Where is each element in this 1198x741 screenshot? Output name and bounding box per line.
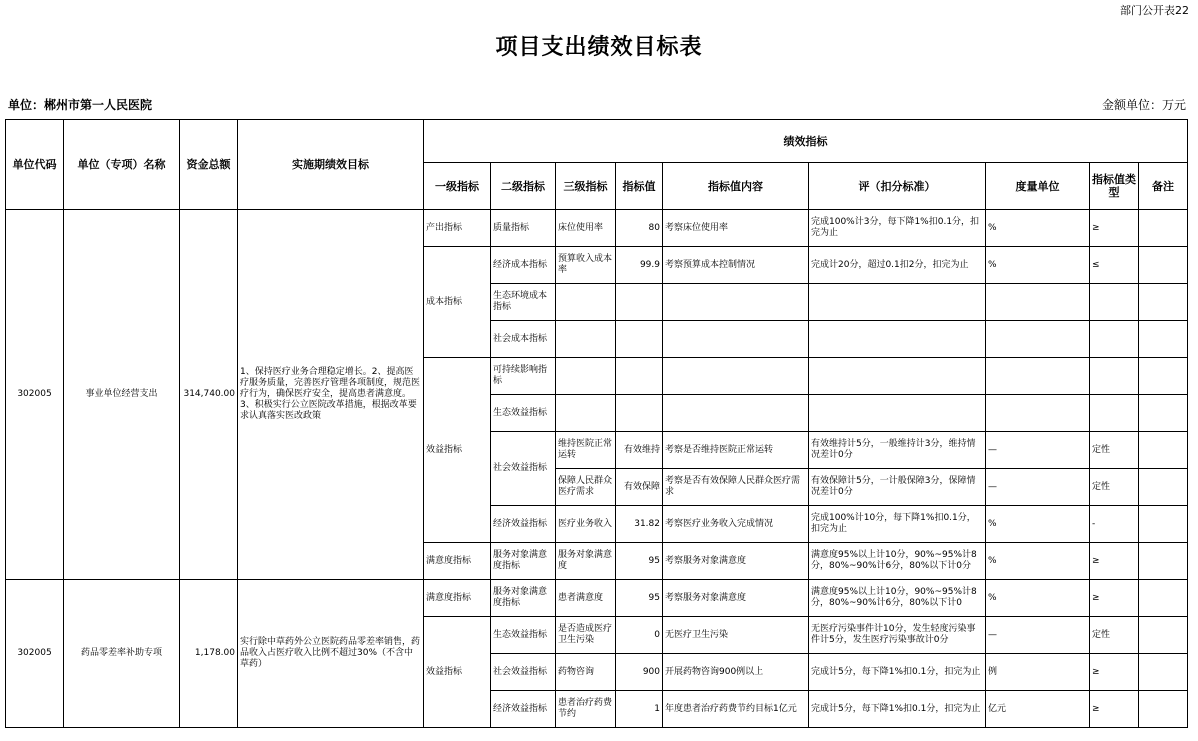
content-cell [663,284,809,321]
value-cell [616,395,663,432]
measure-cell: % [986,543,1090,580]
level3-cell: 维持医院正常运转 [556,432,616,469]
score-cell: 满意度95%以上计10分，90%~95%计8分，80%~90%计6分，80%以下计0分 [809,543,986,580]
type-cell: - [1090,506,1139,543]
content-cell: 考察服务对象满意度 [663,543,809,580]
note-cell [1139,210,1188,247]
score-cell: 无医疗污染事件计10分，发生轻度污染事件计5分，发生医疗污染事故计0分 [809,617,986,654]
measure-cell: % [986,580,1090,617]
level2-cell: 服务对象满意度指标 [491,580,556,617]
level1-cell: 满意度指标 [424,580,491,617]
measure-cell: — [986,617,1090,654]
note-cell [1139,506,1188,543]
header-level2: 二级指标 [491,163,556,210]
project-total: 314,740.00 [180,210,238,580]
score-cell: 完成100%计3分，每下降1%扣0.1分，扣完为止 [809,210,986,247]
score-cell: 有效保障计5分，一计般保障3分，保障情况差计0分 [809,469,986,506]
project-code: 302005 [6,210,64,580]
value-cell: 0 [616,617,663,654]
level2-cell: 生态效益指标 [491,617,556,654]
content-cell: 考察医疗业务收入完成情况 [663,506,809,543]
content-cell [663,321,809,358]
type-cell [1090,321,1139,358]
measure-cell: 例 [986,654,1090,691]
note-cell [1139,358,1188,395]
level2-cell: 质量指标 [491,210,556,247]
project-name: 事业单位经营支出 [64,210,180,580]
note-cell [1139,321,1188,358]
level3-cell [556,284,616,321]
value-cell: 80 [616,210,663,247]
table-row [6,210,1188,247]
note-cell [1139,469,1188,506]
level3-cell [556,321,616,358]
score-cell: 完成100%计10分，每下降1%扣0.1分，扣完为止 [809,506,986,543]
content-cell: 考察服务对象满意度 [663,580,809,617]
note-cell [1139,617,1188,654]
note-cell [1139,543,1188,580]
amount-unit-label: 金额单位：万元 [1101,98,1186,112]
type-cell: ≥ [1090,580,1139,617]
level2-cell: 经济效益指标 [491,506,556,543]
project-name: 药品零差率补助专项 [64,580,180,728]
measure-cell: % [986,210,1090,247]
level2-cell: 生态效益指标 [491,395,556,432]
type-cell: 定性 [1090,469,1139,506]
level1-cell: 成本指标 [424,247,491,358]
note-cell [1139,432,1188,469]
table-number-label: 部门公开表22 [1120,4,1189,17]
project-goal: 实行除中草药外公立医院药品零差率销售，药品收入占医疗收入比例不超过30%（不含中草药） [238,580,424,728]
score-cell: 完成计5分，每下降1%扣0.1分，扣完为止 [809,691,986,728]
level1-cell: 效益指标 [424,617,491,728]
score-cell [809,321,986,358]
level2-cell: 服务对象满意度指标 [491,543,556,580]
level2-cell: 经济效益指标 [491,691,556,728]
measure-cell [986,395,1090,432]
value-cell: 1 [616,691,663,728]
content-cell: 无医疗卫生污染 [663,617,809,654]
value-cell: 95 [616,543,663,580]
header-performance: 绩效指标 [424,120,1188,163]
type-cell: 定性 [1090,617,1139,654]
type-cell: ≥ [1090,654,1139,691]
level3-cell: 保障人民群众医疗需求 [556,469,616,506]
header-level1: 一级指标 [424,163,491,210]
level1-cell: 效益指标 [424,358,491,543]
level2-cell: 经济成本指标 [491,247,556,284]
type-cell: ≥ [1090,543,1139,580]
value-cell: 99.9 [616,247,663,284]
measure-cell [986,358,1090,395]
header-score: 评（扣分标准） [809,163,986,210]
content-cell: 考察预算成本控制情况 [663,247,809,284]
score-cell [809,358,986,395]
measure-cell: % [986,247,1090,284]
project-code: 302005 [6,580,64,728]
level2-cell: 社会效益指标 [491,432,556,506]
header-measure: 度量单位 [986,163,1090,210]
score-cell: 完成计20分，超过0.1扣2分，扣完为止 [809,247,986,284]
content-cell [663,395,809,432]
level3-cell: 药物咨询 [556,654,616,691]
unit-label: 单位：郴州市第一人民医院 [8,98,153,112]
table-row [6,580,1188,617]
note-cell [1139,654,1188,691]
level3-cell: 预算收入成本率 [556,247,616,284]
header-type: 指标值类型 [1090,163,1139,210]
value-cell: 900 [616,654,663,691]
level3-cell: 医疗业务收入 [556,506,616,543]
measure-cell: — [986,432,1090,469]
level3-cell: 床位使用率 [556,210,616,247]
level3-cell: 是否造成医疗卫生污染 [556,617,616,654]
header-name: 单位（专项）名称 [64,120,180,210]
value-cell: 有效保障 [616,469,663,506]
value-cell: 95 [616,580,663,617]
level3-cell: 患者满意度 [556,580,616,617]
score-cell: 满意度95%以上计10分，90%~95%计8分，80%~90%计6分，80%以下计0 [809,580,986,617]
level2-cell: 社会效益指标 [491,654,556,691]
performance-table [5,119,1188,728]
level1-cell: 产出指标 [424,210,491,247]
note-cell [1139,691,1188,728]
content-cell: 年度患者治疗药费节约目标1亿元 [663,691,809,728]
level2-cell: 生态环境成本指标 [491,284,556,321]
header-level3: 三级指标 [556,163,616,210]
note-cell [1139,284,1188,321]
measure-cell: % [986,506,1090,543]
value-cell: 有效维持 [616,432,663,469]
measure-cell [986,284,1090,321]
content-cell: 考察床位使用率 [663,210,809,247]
type-cell: ≥ [1090,691,1139,728]
score-cell: 有效维持计5分，一般维持计3分，维持情况差计0分 [809,432,986,469]
score-cell: 完成计5分，每下降1%扣0.1分，扣完为止 [809,654,986,691]
measure-cell: 亿元 [986,691,1090,728]
level3-cell: 服务对象满意度 [556,543,616,580]
score-cell [809,284,986,321]
header-total: 资金总额 [180,120,238,210]
content-cell: 开展药物咨询900例以上 [663,654,809,691]
project-goal: 1、保持医疗业务合理稳定增长。2、提高医疗服务质量，完善医疗管理各项制度，规范医疗行为，确保医疗安全，提高患者满意度。3、积极实行公立医院改革措施，根据改革要求认真落实医改政策 [238,210,424,580]
note-cell [1139,395,1188,432]
note-cell [1139,247,1188,284]
level3-cell: 患者治疗药费节约 [556,691,616,728]
header-value: 指标值 [616,163,663,210]
content-cell [663,358,809,395]
type-cell [1090,284,1139,321]
header-code: 单位代码 [6,120,64,210]
content-cell: 考察是否维持医院正常运转 [663,432,809,469]
header-content: 指标值内容 [663,163,809,210]
value-cell [616,358,663,395]
value-cell [616,284,663,321]
level2-cell: 社会成本指标 [491,321,556,358]
content-cell: 考察是否有效保障人民群众医疗需求 [663,469,809,506]
page-title: 项目支出绩效目标表 [495,34,703,60]
type-cell: 定性 [1090,432,1139,469]
type-cell [1090,358,1139,395]
level2-cell: 可持续影响指标 [491,358,556,395]
type-cell [1090,395,1139,432]
type-cell: ≤ [1090,247,1139,284]
measure-cell [986,321,1090,358]
level1-cell: 满意度指标 [424,543,491,580]
level3-cell [556,395,616,432]
level3-cell [556,358,616,395]
value-cell [616,321,663,358]
type-cell: ≥ [1090,210,1139,247]
measure-cell: — [986,469,1090,506]
value-cell: 31.82 [616,506,663,543]
header-goal: 实施期绩效目标 [238,120,424,210]
score-cell [809,395,986,432]
note-cell [1139,580,1188,617]
header-note: 备注 [1139,163,1188,210]
project-total: 1,178.00 [180,580,238,728]
